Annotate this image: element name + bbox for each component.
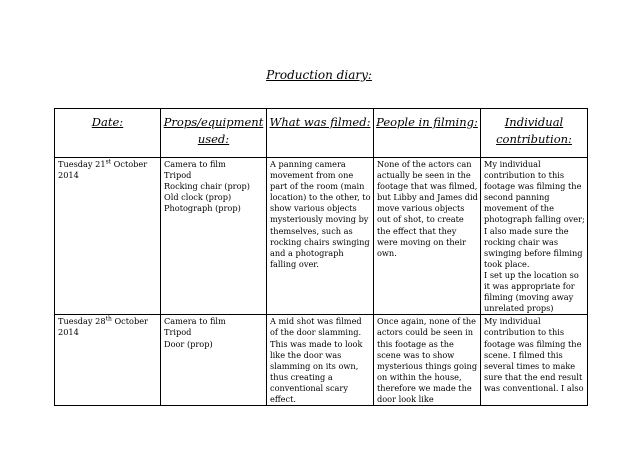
filmed-cell: A panning camera movement from one part of the room (main location) to the other, to show various objects mysteriously moving by themselves, such as rocking chairs swinging and a photograph falling over. xyxy=(267,158,374,315)
header-date: Date: xyxy=(55,109,161,158)
date-month-year: October 2014 xyxy=(58,316,148,338)
header-props: Props/equipment used: xyxy=(161,109,267,158)
document-title: Production diary: xyxy=(266,68,372,82)
header-contribution: Individual contribution: xyxy=(481,109,588,158)
date-text: Tuesday 28 xyxy=(58,316,106,327)
production-diary-table xyxy=(54,108,588,406)
props-cell: Camera to film Tripod Door (prop) xyxy=(161,315,267,406)
date-text: Tuesday 21 xyxy=(58,159,106,169)
header-filmed: What was filmed: xyxy=(267,109,374,158)
props-cell: Camera to film Tripod Rocking chair (prop) Old clock (prop) Photograph (prop) xyxy=(161,158,267,315)
table-row xyxy=(55,158,588,315)
table-header-row xyxy=(55,109,588,158)
contribution-cell: My individual contribution to this footage was filming the second panning movement of the photograph falling over; I also made sure the rocking chair was swinging before filming took place. I set up the location so it was appropriate for filming (moving away unrelated props) xyxy=(481,158,588,315)
header-people: People in filming: xyxy=(374,109,481,158)
date-ordinal: th xyxy=(105,315,112,323)
date-cell xyxy=(55,158,161,315)
filmed-cell: A mid shot was filmed of the door slamming. This was made to look like the door was slamming on its own, thus creating a conventional scary effect. xyxy=(267,315,374,406)
table-row xyxy=(55,315,588,406)
date-cell xyxy=(55,315,161,406)
people-cell: Once again, none of the actors could be seen in this footage as the scene was to show mysterious things going on within the house, therefore we made the door look like xyxy=(374,315,481,406)
date-month-year: October 2014 xyxy=(58,159,148,181)
date-ordinal: st xyxy=(105,158,112,166)
contribution-cell: My individual contribution to this footage was filming the scene. I filmed this several times to make sure that the end result was conventional. I also xyxy=(481,315,588,406)
people-cell: None of the actors can actually be seen in the footage that was filmed, but Libby and James did move various objects out of shot, to create the effect that they were moving on their own. xyxy=(374,158,481,315)
